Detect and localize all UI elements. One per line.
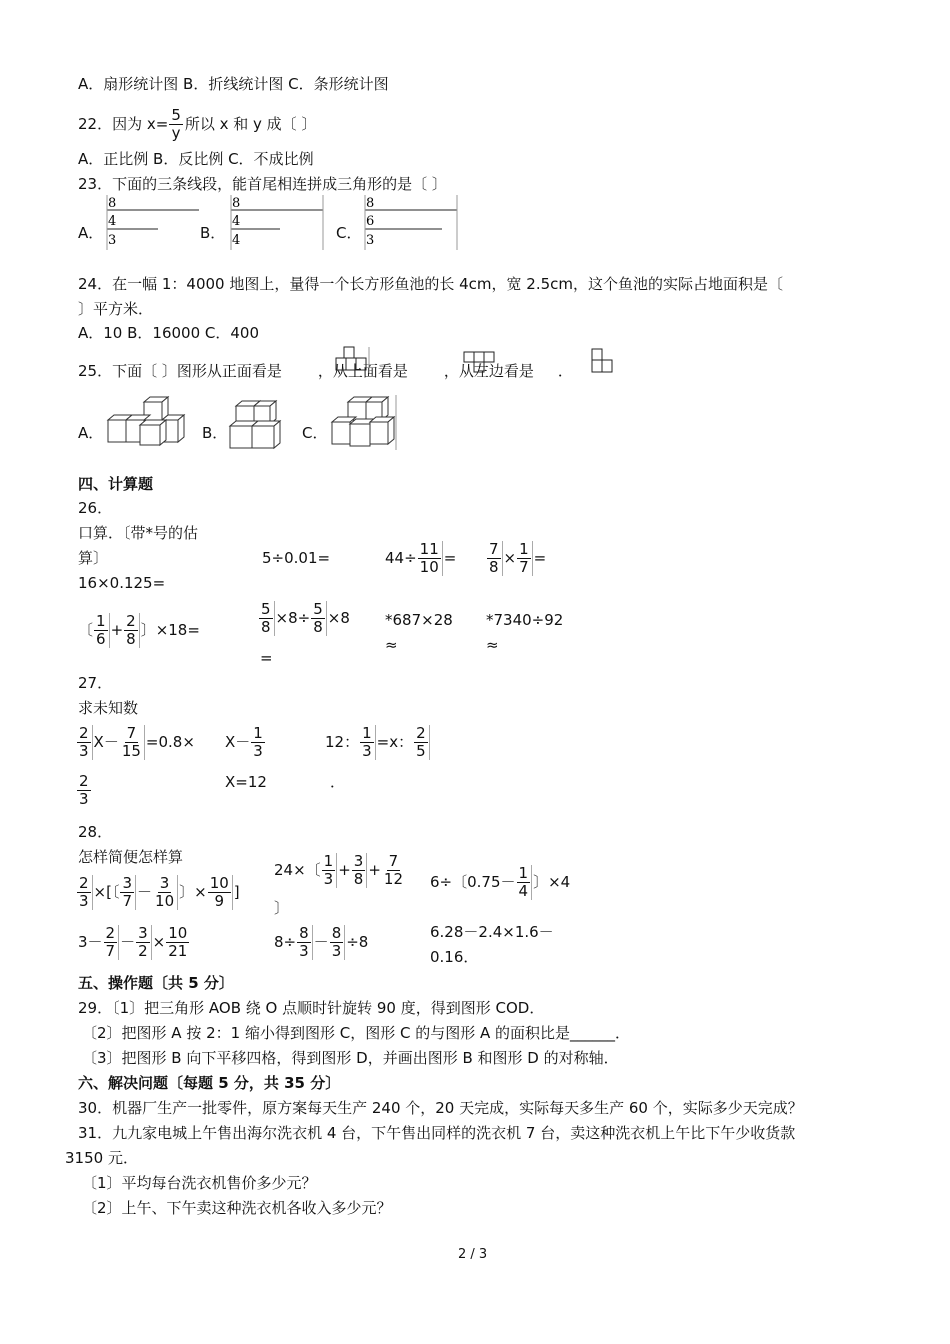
q26-item-4: 16×0.125= <box>78 574 166 592</box>
q26-item-2: 44÷ $\frac{11}{10}$ = <box>385 540 457 576</box>
q26-item-3: $\frac{7}{8}$ × $\frac{1}{7}$ = <box>489 540 547 576</box>
q22-fraction: $\frac{5}{y}$ <box>171 106 181 142</box>
fraction: $\frac{2}{5}$ <box>414 725 430 760</box>
q24-options: A．10 B．16000 C．400 <box>78 324 259 342</box>
fraction: $\frac{2}{3}$ <box>77 725 93 760</box>
q26-item-5: 〔 $\frac{1}{6}$ + $\frac{2}{8}$ 〕×18= <box>78 612 200 648</box>
page-number: 2 / 3 <box>458 1247 488 1262</box>
q26-intro-line2: 算〕 <box>78 549 109 567</box>
fraction: $\frac{1}{6}$ <box>94 613 110 648</box>
q26-item-6-eq: = <box>260 649 273 667</box>
q23-label-b: B． <box>200 224 226 242</box>
left-view-icon <box>590 347 614 377</box>
q27-eq-2-line2: X=12 <box>225 773 267 791</box>
top-view-icon <box>462 350 496 378</box>
fraction: $\frac{3}{10}$ <box>153 875 178 910</box>
q31-line1: 31．九九家电城上午售出海尔洗衣机 4 台，下午售出同样的洗衣机 7 台，卖这种洗衣机上午比下午少收货款 <box>78 1124 796 1142</box>
q25-question: 25．下面〔 〕图形从正面看是 ，从上面看是 ，从左边看是 ． <box>78 362 573 380</box>
seg-label: 8 <box>366 196 375 211</box>
q23-segments-a <box>106 194 201 252</box>
fraction: $\frac{3}{7}$ <box>120 875 136 910</box>
q28-intro: 怎样简便怎样算 <box>78 848 184 866</box>
q23-label-a: A． <box>78 224 104 242</box>
q28-calc-6-line1: 6.28－2.4×1.6－ <box>430 923 554 941</box>
fraction: $\frac{8}{3}$ <box>330 925 346 960</box>
seg-label: 4 <box>232 233 241 248</box>
section-5-title: 五、操作题〔共 5 分〕 <box>78 974 234 992</box>
q28-calc-6-line2: 0.16． <box>430 948 479 966</box>
fraction: $\frac{8}{3}$ <box>297 925 313 960</box>
q22-options: A．正比例 B．反比例 C．不成比例 <box>78 150 314 168</box>
section-6-title: 六、解决问题〔每题 5 分，共 35 分〕 <box>78 1074 341 1092</box>
q27-eq-1-tail <box>76 770 93 810</box>
q27-eq-2: X－ $\frac{1}{3}$ <box>225 722 267 762</box>
section-4-title: 四、计算题 <box>78 475 154 493</box>
q27-intro: 求未知数 <box>78 699 139 717</box>
q28-number: 28． <box>78 823 113 841</box>
q24-line2: 〕平方米． <box>78 300 154 318</box>
fraction: $\frac{7}{8}$ <box>487 541 503 576</box>
seg-label: 8 <box>108 196 117 211</box>
q27-eq-3-dot: ． <box>330 773 346 791</box>
fraction: $\frac{2}{7}$ <box>104 925 120 960</box>
q22-question: 22．因为 x= $\frac{5}{y}$ 所以 x 和 y 成〔 〕 <box>78 106 317 142</box>
q26-item-6: $\frac{5}{8}$ ×8÷ $\frac{5}{8}$ ×8 <box>261 600 350 636</box>
fraction: $\frac{10}{9}$ <box>208 875 233 910</box>
q24-line1: 24．在一幅 1：4000 地图上，量得一个长方形鱼池的长 4cm，宽 2.5cm，这个鱼池的实际占地面积是〔 <box>78 275 783 293</box>
q23-question: 23．下面的三条线段，能首尾相连拼成三角形的是〔 〕 <box>78 175 447 193</box>
q26-item-8: *7340÷92 <box>486 611 564 629</box>
q30-text: 30．机器厂生产一批零件，原方案每天生产 240 个，20 天完成，实际每天多生产 60 个，实际多少天完成？ <box>78 1099 803 1117</box>
seg-label: 8 <box>232 196 241 211</box>
seg-label: 4 <box>232 214 241 229</box>
seg-label: 3 <box>108 233 117 248</box>
q27-eq-3: 12： $\frac{1}{3}$ =x： $\frac{2}{5}$ <box>325 722 431 762</box>
q23-label-c: C． <box>336 224 362 242</box>
q31-line4: 〔2〕上午、下午卖这种洗衣机各收入多少元？ <box>82 1199 392 1217</box>
q29-line2: 〔2〕把图形 A 按 2：1 缩小得到图形 C，图形 C 的与图形 A 的面积比是______． <box>82 1024 631 1042</box>
fraction: $\frac{1}{3}$ <box>322 853 338 888</box>
q23-segments-b <box>230 194 325 252</box>
fraction: $\frac{1}{3}$ <box>360 725 376 760</box>
q26-item-7: *687×28 <box>385 611 453 629</box>
q28-calc-5: 8÷ $\frac{8}{3}$ － $\frac{8}{3}$ ÷8 <box>274 924 369 960</box>
front-view-icon <box>334 345 370 375</box>
cube-figure-c <box>328 394 398 452</box>
q27-eq-1: $\frac{2}{3}$ X－ $\frac{7}{15}$ =0.8× <box>79 724 195 760</box>
q29-line3: 〔3〕把图形 B 向下平移四格，得到图形 D，并画出图形 B 和图形 D 的对称轴． <box>82 1049 619 1067</box>
q25-label-c: C． <box>302 424 328 442</box>
seg-label: 6 <box>366 214 375 229</box>
fraction: $\frac{2}{3}$ <box>79 772 89 808</box>
q27-number: 27． <box>78 674 113 692</box>
q26-item-7-approx: ≈ <box>385 636 398 654</box>
fraction: $\frac{5}{8}$ <box>311 601 327 636</box>
cube-figure-b <box>226 398 286 452</box>
fraction: $\frac{1}{3}$ <box>253 724 263 760</box>
seg-label: 4 <box>108 214 117 229</box>
q29-line1: 29．〔1〕把三角形 AOB 绕 O 点顺时针旋转 90 度，得到图形 COD． <box>78 999 545 1017</box>
fraction: $\frac{1}{7}$ <box>517 541 533 576</box>
q26-item-1: 5÷0.01= <box>262 549 331 567</box>
fraction: $\frac{3}{8}$ <box>352 853 368 888</box>
fraction: $\frac{1}{4}$ <box>517 865 533 900</box>
q25-label-a: A． <box>78 424 104 442</box>
fraction: $\frac{11}{10}$ <box>418 541 443 576</box>
q21-options: A．扇形统计图 B．折线统计图 C．条形统计图 <box>78 75 389 93</box>
fraction: $\frac{2}{3}$ <box>77 875 93 910</box>
q28-calc-4: 3－ $\frac{2}{7}$ － $\frac{3}{2}$ × $\frac{10}{21}$ <box>78 920 191 964</box>
q31-line3: 〔1〕平均每台洗衣机售价多少元？ <box>82 1174 317 1192</box>
fraction: $\frac{3}{2}$ <box>136 925 152 960</box>
fraction: $\frac{2}{8}$ <box>124 613 140 648</box>
q28-calc-3: 6÷〔0.75－ $\frac{1}{4}$ 〕×4 <box>430 864 571 900</box>
q28-calc-2-close: 〕 <box>274 899 290 917</box>
fraction: $\frac{10}{21}$ <box>168 924 188 960</box>
q26-number: 26． <box>78 499 113 517</box>
q25-label-b: B． <box>202 424 228 442</box>
fraction: $\frac{7}{15}$ <box>120 725 145 760</box>
q26-item-8-approx: ≈ <box>486 636 499 654</box>
seg-label: 3 <box>366 233 375 248</box>
fraction: $\frac{7}{12}$ <box>383 852 403 888</box>
cube-figure-a <box>104 394 190 450</box>
fraction: $\frac{5}{8}$ <box>259 601 275 636</box>
q31-line2: 3150 元． <box>65 1149 138 1167</box>
q28-calc-1: $\frac{2}{3}$ ×[〔 $\frac{3}{7}$ － $\frac{3}{10}$ 〕× $\frac{10}{9}$ ] <box>79 874 240 910</box>
q26-intro-line1: 口算．〔带*号的估 <box>78 524 199 542</box>
q28-calc-2: 24×〔 $\frac{1}{3}$ + $\frac{3}{8}$ + $\frac{7}{12}$ <box>274 848 407 892</box>
q23-segments-c <box>364 194 459 252</box>
